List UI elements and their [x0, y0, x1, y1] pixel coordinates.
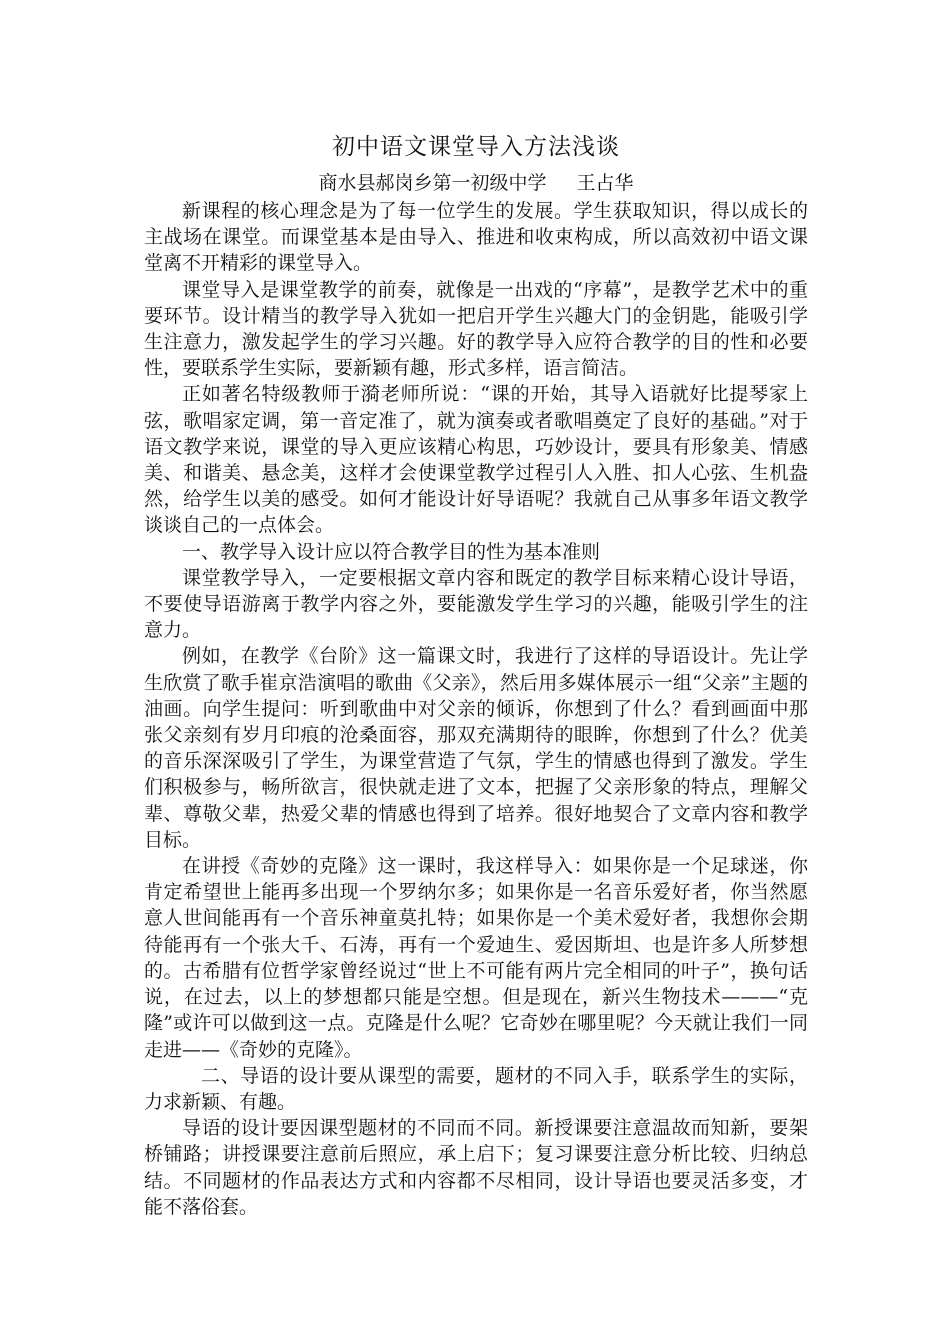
document-body — [144, 130, 808, 1220]
paragraph-example-clone: 在讲授《奇妙的克隆》这一课时，我这样导入：如果你是一个足球迷，你肯定希望世上能再多出现一个罗纳尔多；如果你是一名音乐爱好者，你当然愿意人世间能再有一个音乐神童莫扎特；如果你是一个美术爱好者，我想你会期待能再有一个张大千、石涛，再有一个爱迪生、爱因斯坦、也是许多人所梦想的。古希腊有位哲学家曾经说过“世上不可能有两片完全相同的叶子”，换句话说，在过去，以上的梦想都只能是空想。但是现在，新兴生物技术———“克隆”或许可以做到这一点。克隆是什么呢？它奇妙在哪里呢？今天就让我们一同走进——《奇妙的克隆》。 — [144, 855, 808, 1061]
school-name: 商水县郝岗乡第一初级中学 — [318, 172, 547, 194]
paragraph-lead-in-role: 课堂导入是课堂教学的前奏，就像是一出戏的“序幕”，是教学艺术中的重要环节。设计精当的教学导入犹如一把启开学生兴趣大门的金钥匙，能吸引学生注意力，激发起学生的学习兴趣。好的教学导入应符合教学的目的性和必要性，要联系学生实际，要新颖有趣，形式多样，语言简洁。 — [144, 278, 808, 380]
author-name: 王占华 — [576, 172, 634, 194]
paragraph-section-2: 导语的设计要因课型题材的不同而不同。新授课要注意温故而知新，要架桥铺路；讲授课要注意前后照应，承上启下；复习课要注意分析比较、归纳总结。不同题材的作品表达方式和内容都不尽相同，设计导语也要灵活多变，才能不落俗套。 — [144, 1117, 808, 1218]
paragraph-section-1: 课堂教学导入，一定要根据文章内容和既定的教学目标来精心设计导语，不要使导语游离于教学内容之外，要能激发学生学习的兴趣，能吸引学生的注意力。 — [144, 566, 808, 642]
section-heading-2: 二、导语的设计要从课型的需要，题材的不同入手，联系学生的实际，力求新颖、有趣。 — [144, 1064, 808, 1113]
paragraph-intro: 新课程的核心理念是为了每一位学生的发展。学生获取知识，得以成长的主战场在课堂。而课堂基本是由导入、推进和收束构成，所以高效初中语文课堂离不开精彩的课堂导入。 — [144, 200, 808, 275]
section-heading-1: 一、教学导入设计应以符合教学目的性为基本准则 — [182, 540, 601, 563]
paragraph-example-taijie: 例如，在教学《台阶》这一篇课文时，我进行了这样的导语设计。先让学生欣赏了歌手崔京浩演唱的歌曲《父亲》，然后用多媒体展示一组“父亲”主题的油画。向学生提问：听到歌曲中对父亲的倾诉，你想到了什么？看到画面中那张父亲刻有岁月印痕的沧桑面容，那双充满期待的眼眸，你想到了什么？优美的音乐深深吸引了学生，为课堂营造了气氛，学生的情感也得到了激发。学生们积极参与，畅所欲言，很快就走进了文本，把握了父亲形象的特点，理解父辈、尊敬父辈，热爱父辈的情感也得到了培养。很好地契合了文章内容和教学目标。 — [144, 645, 808, 851]
paragraph-quote: 正如著名特级教师于漪老师所说：“课的开始，其导入语就好比提琴家上弦，歌唱家定调，第一音定准了，就为演奏或者歌唱奠定了良好的基础。”对于语文教学来说，课堂的导入更应该精心构思，巧妙设计，要具有形象美、情感美、和谐美、悬念美，这样才会使课堂教学过程引人入胜、扣人心弦、生机盎然，给学生以美的感受。如何才能设计好导语呢？我就自己从事多年语文教学谈谈自己的一点体会。 — [144, 383, 808, 537]
document-title: 初中语文课堂导入方法浅谈 — [332, 134, 620, 160]
document-byline — [144, 170, 808, 196]
